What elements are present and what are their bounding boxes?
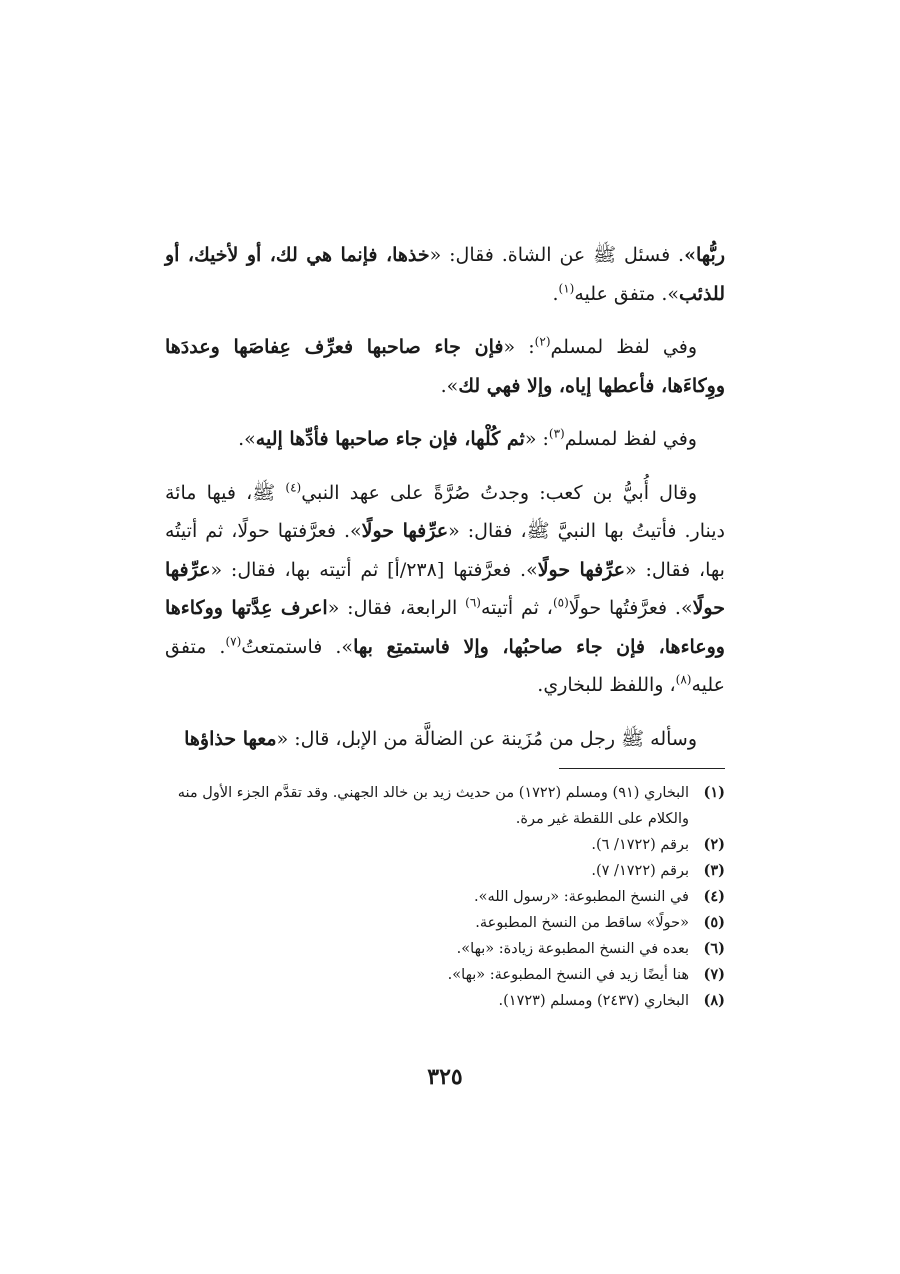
text-run: وفي لفظ لمسلم <box>550 336 697 358</box>
footnote <box>165 780 725 832</box>
footnote-marker: (٤) <box>285 480 302 495</box>
hadith-quote: خذها، فإنما هي لك، أو لأخيك، أو للذئب <box>165 244 725 305</box>
footnote-number: (٧) <box>703 966 725 983</box>
footnote <box>165 884 725 910</box>
text-run: ، واللفظ للبخاري. <box>537 674 676 696</box>
text-run: وفي لفظ لمسلم <box>564 428 697 450</box>
footnote-text: هنا أيضًا زيد في النسخ المطبوعة: «بها». <box>447 967 689 983</box>
hadith-quote: معها حذاؤها <box>184 727 277 750</box>
hadith-quote: عرِّفها حولًا <box>165 558 725 619</box>
text-run: ». متفق عليه <box>574 282 679 305</box>
text-run: ، ثم أتيته <box>480 597 553 619</box>
text-run: ». فعرَّفتها حولًا، ثم أتيتُه بها، فقال: « <box>165 520 725 581</box>
footnote-number: (٤) <box>703 888 725 905</box>
footnote-marker: (٣) <box>548 426 565 441</box>
text-run: الرابعة، فقال: « <box>327 597 466 619</box>
hadith-quote: عرِّفها حولًا <box>361 520 449 542</box>
footnote-marker: (٥) <box>552 595 569 610</box>
text-run: . <box>552 282 559 305</box>
footnote <box>165 936 725 962</box>
footnote <box>165 910 725 936</box>
footnote-text: برقم (١٧٢٢/ ٦). <box>591 837 689 853</box>
hadith-quote: فإن جاء صاحبها فعرِّف عِفاصَها وعددَها ووِكاءَها، فأعطها إياه، وإلا فهي لك <box>165 336 725 397</box>
footnote-separator <box>559 768 725 769</box>
text-run: وقال أُبيُّ بن كعب: وجدتُ صُرَّةً على عهد النبي <box>301 481 697 504</box>
footnote-number: (٢) <box>703 836 725 853</box>
paragraph <box>165 474 725 705</box>
paragraph <box>165 328 725 405</box>
hadith-quote: ربُّها» <box>684 244 725 266</box>
hadith-quote: ثم كُلْها، فإن جاء صاحبها فأدِّها إليه <box>255 428 525 450</box>
text-run: ». <box>440 374 459 397</box>
paragraph <box>165 236 725 313</box>
paragraph <box>165 720 725 759</box>
text-run: . فسئل ﷺ عن الشاة. فقال: « <box>429 244 685 266</box>
text-run: وسأله ﷺ رجل من مُزَينة عن الضالَّة من الإبل، قال: « <box>276 727 697 750</box>
footnote <box>165 988 725 1014</box>
text-run: . متفق عليه <box>165 635 725 696</box>
footnote-text: برقم (١٧٢٢/ ٧). <box>591 863 689 879</box>
footnote-number: (٨) <box>703 992 725 1009</box>
main-text <box>165 236 725 758</box>
footnote-number: (٣) <box>703 862 725 879</box>
footnote-number: (٦) <box>703 940 725 957</box>
page-content <box>165 236 725 1090</box>
text-run: : « <box>503 336 535 358</box>
hadith-quote: اعرف عِدَّتها ووكاءها ووعاءها، فإن جاء صاحبُها، وإلا فاستمتِع بها <box>165 597 725 658</box>
page-number: ٣٢٥ <box>427 1064 463 1090</box>
footnote-text: في النسخ المطبوعة: «رسول الله». <box>473 889 689 905</box>
text-run: ﷺ، فيها مائة دينار. فأتيتُ بها النبيَّ ﷺ، فقال: « <box>165 481 725 542</box>
footnotes <box>165 780 725 1014</box>
footnote-text: بعده في النسخ المطبوعة زيادة: «بها». <box>456 941 689 957</box>
footnote-text: «حولًا» ساقط من النسخ المطبوعة. <box>475 915 689 931</box>
text-run: ». <box>238 428 256 450</box>
text-run: ». فاستمتعتُ <box>241 635 354 658</box>
text-run: ». فعرَّفتُها حولًا <box>568 597 693 619</box>
footnote-number: (٥) <box>703 914 725 931</box>
text-run: ». فعرَّفتها [٢٣٨/أ] ثم أتيته بها، فقال: « <box>210 558 538 581</box>
footnote-marker: (٦) <box>465 595 481 610</box>
footnote-number: (١) <box>703 784 725 801</box>
footnote-text: البخاري (٢٤٣٧) ومسلم (١٧٢٣). <box>498 993 689 1009</box>
hadith-quote: عرِّفها حولًا <box>537 558 625 581</box>
footnote <box>165 832 725 858</box>
text-run: : « <box>524 428 549 450</box>
footnote-marker: (٧) <box>225 634 242 649</box>
footnote-marker: (٢) <box>534 334 551 349</box>
footnote-marker: (١) <box>558 281 575 296</box>
footnote <box>165 962 725 988</box>
footnote-marker: (٨) <box>675 672 692 687</box>
paragraph <box>165 420 725 459</box>
footnote-text: البخاري (٩١) ومسلم (١٧٢٢) من حديث زيد بن خالد الجهني. وقد تقدَّم الجزء الأول منه والكلام على اللقطة غير مرة. <box>177 785 689 827</box>
footnote <box>165 858 725 884</box>
